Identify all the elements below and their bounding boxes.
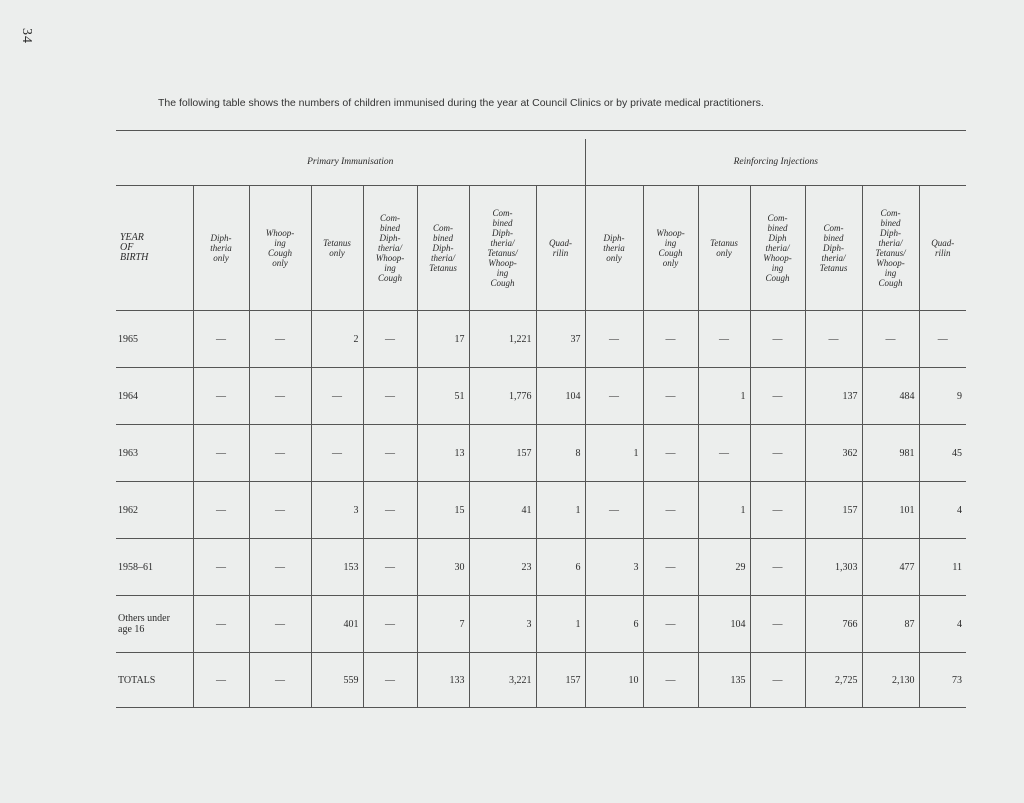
value-cell: — xyxy=(698,311,750,368)
value-cell: 362 xyxy=(805,425,862,482)
value-cell: 766 xyxy=(805,596,862,653)
value-cell: 135 xyxy=(698,653,750,708)
year-cell: 1964 xyxy=(116,368,193,425)
table-body xyxy=(116,311,966,708)
value-cell: 133 xyxy=(417,653,469,708)
value-cell: 1,776 xyxy=(469,368,536,425)
value-cell: 104 xyxy=(698,596,750,653)
immunisation-table xyxy=(116,130,966,708)
table-row xyxy=(116,482,966,539)
value-cell: 1 xyxy=(698,368,750,425)
value-cell: 101 xyxy=(862,482,919,539)
value-cell: 157 xyxy=(469,425,536,482)
value-cell: — xyxy=(193,368,249,425)
page-number: 34 xyxy=(19,28,34,44)
value-cell: — xyxy=(862,311,919,368)
value-cell: — xyxy=(750,425,805,482)
value-cell: 17 xyxy=(417,311,469,368)
value-cell: 3 xyxy=(585,539,643,596)
value-cell: — xyxy=(750,368,805,425)
primary-column-header: Com- bined Diph- theria/ Whoop- ing Cough xyxy=(363,186,417,311)
value-cell: — xyxy=(363,539,417,596)
column-header-row xyxy=(116,186,966,311)
reinforcing-injections-header: Reinforcing Injections xyxy=(585,139,966,186)
value-cell: — xyxy=(643,368,698,425)
value-cell: 8 xyxy=(536,425,585,482)
reinforcing-column-header: Com- bined Diph- theria/ Tetanus/ Whoop- ing Cough xyxy=(862,186,919,311)
value-cell: 4 xyxy=(919,482,966,539)
value-cell: 104 xyxy=(536,368,585,425)
value-cell: — xyxy=(643,539,698,596)
value-cell: — xyxy=(311,368,363,425)
table-row xyxy=(116,596,966,653)
year-cell: 1962 xyxy=(116,482,193,539)
value-cell: 51 xyxy=(417,368,469,425)
value-cell: 87 xyxy=(862,596,919,653)
table-row xyxy=(116,368,966,425)
value-cell: 10 xyxy=(585,653,643,708)
value-cell: 401 xyxy=(311,596,363,653)
value-cell: 6 xyxy=(536,539,585,596)
value-cell: 157 xyxy=(536,653,585,708)
value-cell: 559 xyxy=(311,653,363,708)
value-cell: 4 xyxy=(919,596,966,653)
reinforcing-column-header: Quad- rilin xyxy=(919,186,966,311)
value-cell: 73 xyxy=(919,653,966,708)
value-cell: 11 xyxy=(919,539,966,596)
value-cell: — xyxy=(249,368,311,425)
value-cell: 9 xyxy=(919,368,966,425)
value-cell: 29 xyxy=(698,539,750,596)
value-cell: 13 xyxy=(417,425,469,482)
value-cell: 157 xyxy=(805,482,862,539)
value-cell: — xyxy=(805,311,862,368)
value-cell: 1 xyxy=(536,482,585,539)
value-cell: — xyxy=(193,311,249,368)
value-cell: 7 xyxy=(417,596,469,653)
value-cell: 137 xyxy=(805,368,862,425)
value-cell: — xyxy=(643,425,698,482)
value-cell: — xyxy=(249,425,311,482)
primary-column-header: Com- bined Diph- theria/ Tetanus xyxy=(417,186,469,311)
totals-label: TOTALS xyxy=(116,653,193,708)
value-cell: — xyxy=(363,425,417,482)
value-cell: — xyxy=(363,368,417,425)
value-cell: 37 xyxy=(536,311,585,368)
value-cell: — xyxy=(249,482,311,539)
year-cell: 1958–61 xyxy=(116,539,193,596)
value-cell: 1 xyxy=(585,425,643,482)
value-cell: 1 xyxy=(536,596,585,653)
value-cell: — xyxy=(193,539,249,596)
value-cell: — xyxy=(750,539,805,596)
value-cell: — xyxy=(698,425,750,482)
reinforcing-column-header: Com- bined Diph theria/ Whoop- ing Cough xyxy=(750,186,805,311)
value-cell: 2,130 xyxy=(862,653,919,708)
reinforcing-column-header: Whoop- ing Cough only xyxy=(643,186,698,311)
value-cell: 153 xyxy=(311,539,363,596)
value-cell: 23 xyxy=(469,539,536,596)
value-cell: — xyxy=(643,311,698,368)
value-cell: — xyxy=(249,539,311,596)
primary-column-header: Com- bined Diph- theria/ Tetanus/ Whoop- ing Cough xyxy=(469,186,536,311)
table-row xyxy=(116,311,966,368)
value-cell: — xyxy=(311,425,363,482)
value-cell: 1 xyxy=(698,482,750,539)
year-of-birth-header: YEAR OF BIRTH xyxy=(116,186,193,311)
top-rule xyxy=(116,131,966,140)
totals-row xyxy=(116,653,966,708)
value-cell: — xyxy=(643,596,698,653)
primary-immunisation-header: Primary Immunisation xyxy=(116,139,585,186)
value-cell: 6 xyxy=(585,596,643,653)
primary-column-header: Diph- theria only xyxy=(193,186,249,311)
intro-text: The following table shows the numbers of children immunised during the year at Council Clinics or by private medical practitioners. xyxy=(158,97,764,109)
value-cell: — xyxy=(363,311,417,368)
value-cell: 484 xyxy=(862,368,919,425)
value-cell: — xyxy=(249,596,311,653)
value-cell: — xyxy=(643,482,698,539)
year-cell: 1963 xyxy=(116,425,193,482)
value-cell: — xyxy=(750,653,805,708)
table-row xyxy=(116,539,966,596)
reinforcing-column-header: Tetanus only xyxy=(698,186,750,311)
value-cell: — xyxy=(750,596,805,653)
value-cell: — xyxy=(643,653,698,708)
value-cell: — xyxy=(750,482,805,539)
reinforcing-column-header: Com- bined Diph- theria/ Tetanus xyxy=(805,186,862,311)
value-cell: — xyxy=(585,368,643,425)
primary-column-header: Tetanus only xyxy=(311,186,363,311)
value-cell: — xyxy=(363,596,417,653)
value-cell: — xyxy=(193,653,249,708)
value-cell: 2,725 xyxy=(805,653,862,708)
value-cell: 1,303 xyxy=(805,539,862,596)
value-cell: — xyxy=(363,653,417,708)
value-cell: — xyxy=(249,653,311,708)
value-cell: — xyxy=(249,311,311,368)
value-cell: — xyxy=(750,311,805,368)
value-cell: 1,221 xyxy=(469,311,536,368)
value-cell: 2 xyxy=(311,311,363,368)
value-cell: 45 xyxy=(919,425,966,482)
value-cell: 477 xyxy=(862,539,919,596)
value-cell: 30 xyxy=(417,539,469,596)
value-cell: — xyxy=(363,482,417,539)
value-cell: — xyxy=(585,311,643,368)
value-cell: — xyxy=(193,596,249,653)
value-cell: 3 xyxy=(311,482,363,539)
reinforcing-column-header: Diph- theria only xyxy=(585,186,643,311)
value-cell: 15 xyxy=(417,482,469,539)
value-cell: 981 xyxy=(862,425,919,482)
value-cell: 3 xyxy=(469,596,536,653)
group-header-row xyxy=(116,139,966,186)
value-cell: — xyxy=(585,482,643,539)
value-cell: — xyxy=(919,311,966,368)
year-cell: Others under age 16 xyxy=(116,596,193,653)
value-cell: — xyxy=(193,425,249,482)
value-cell: 41 xyxy=(469,482,536,539)
value-cell: 3,221 xyxy=(469,653,536,708)
year-cell: 1965 xyxy=(116,311,193,368)
table-row xyxy=(116,425,966,482)
primary-column-header: Whoop- ing Cough only xyxy=(249,186,311,311)
value-cell: — xyxy=(193,482,249,539)
primary-column-header: Quad- rilin xyxy=(536,186,585,311)
